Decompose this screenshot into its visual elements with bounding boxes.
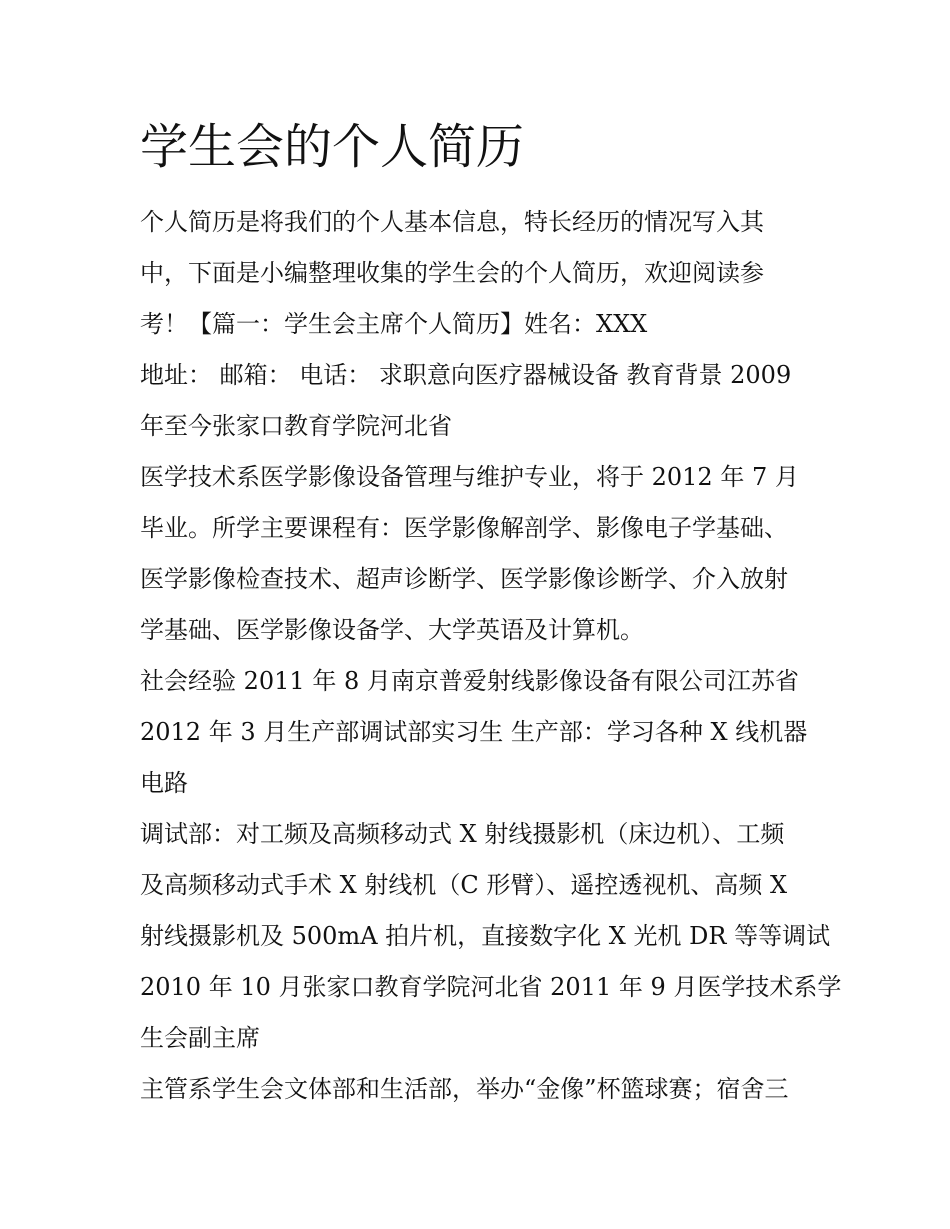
body-line: 调试部：对工频及高频移动式 X 射线摄影机（床边机）、工频 bbox=[140, 820, 785, 848]
body-line: 生会副主席 bbox=[140, 1024, 260, 1052]
body-line: 中，下面是小编整理收集的学生会的个人简历，欢迎阅读参 bbox=[140, 259, 764, 287]
body-line: 考！【篇一：学生会主席个人简历】姓名：XXX bbox=[140, 310, 648, 338]
document-body bbox=[140, 197, 842, 1115]
body-line: 主管系学生会文体部和生活部，举办“金像”杯篮球赛；宿舍三 bbox=[140, 1075, 789, 1103]
body-line: 2010 年 10 月张家口教育学院河北省 2011 年 9 月医学技术系学 bbox=[140, 973, 842, 1001]
body-line: 地址： 邮箱： 电话： 求职意向医疗器械设备 教育背景 2009 bbox=[140, 361, 792, 389]
body-line: 学基础、医学影像设备学、大学英语及计算机。 bbox=[140, 616, 644, 644]
body-line: 及高频移动式手术 X 射线机（C 形臂）、遥控透视机、高频 X bbox=[140, 871, 788, 899]
body-line: 毕业。所学主要课程有：医学影像解剖学、影像电子学基础、 bbox=[140, 514, 788, 542]
body-line: 医学技术系医学影像设备管理与维护专业，将于 2012 年 7 月 bbox=[140, 463, 799, 491]
body-line: 2012 年 3 月生产部调试部实习生 生产部：学习各种 X 线机器 bbox=[140, 718, 808, 746]
document-title: 学生会的个人简历 bbox=[140, 119, 525, 175]
body-line: 电路 bbox=[140, 769, 188, 797]
body-line: 年至今张家口教育学院河北省 bbox=[140, 412, 452, 440]
body-line: 个人简历是将我们的个人基本信息，特长经历的情况写入其 bbox=[140, 208, 764, 236]
body-line: 射线摄影机及 500mA 拍片机，直接数字化 X 光机 DR 等等调试 bbox=[140, 922, 831, 950]
body-line: 医学影像检查技术、超声诊断学、医学影像诊断学、介入放射 bbox=[140, 565, 788, 593]
body-line: 社会经验 2011 年 8 月南京普爱射线影像设备有限公司江苏省 bbox=[140, 667, 799, 695]
